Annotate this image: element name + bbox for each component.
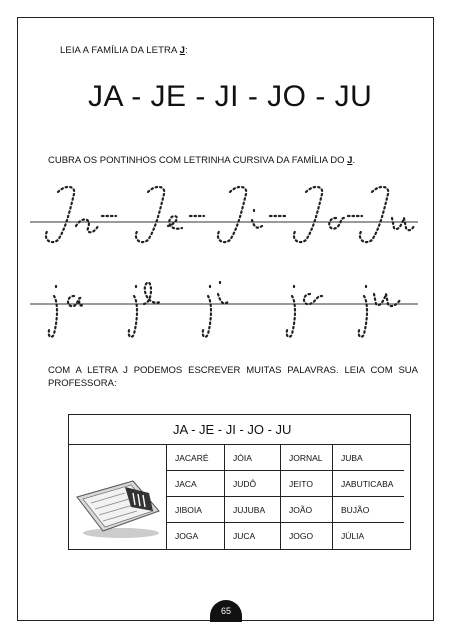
- letter-j: J: [347, 155, 353, 166]
- instruction-read-words: COM A LETRA J PODEMOS ESCREVER MUITAS PALAVRAS. LEIA COM SUA PROFESSORA:: [48, 365, 418, 389]
- newspaper-icon: [73, 459, 165, 541]
- word-cell: JUJUBA: [224, 497, 280, 522]
- word-cell: JIBOIA: [166, 497, 224, 522]
- word-table: [68, 414, 411, 550]
- syllables-title: JA - JE - JI - JO - JU: [88, 80, 373, 113]
- page-number: 65: [210, 600, 242, 622]
- word-cell: JÓIA: [224, 445, 280, 470]
- word-cell: JOÃO: [280, 497, 332, 522]
- instruction-read-family: LEIA A FAMÍLIA DA LETRA J:: [60, 45, 188, 56]
- word-cell: JÚLIA: [332, 523, 404, 549]
- word-cell: JOGO: [280, 523, 332, 549]
- word-cell: JUBA: [332, 445, 404, 470]
- table-row: [166, 523, 404, 549]
- word-table-header: JA - JE - JI - JO - JU: [69, 415, 410, 445]
- table-row: [166, 497, 404, 523]
- table-row: [166, 445, 404, 471]
- word-cell: JUDÔ: [224, 471, 280, 496]
- word-cell: JOGA: [166, 523, 224, 549]
- word-cell: BUJÃO: [332, 497, 404, 522]
- word-cell: JACA: [166, 471, 224, 496]
- instruction-trace-cursive: CUBRA OS PONTINHOS COM LETRINHA CURSIVA DA FAMÍLIA DO J.: [48, 155, 356, 166]
- cursive-tracing-row-1: [30, 180, 420, 250]
- cursive-tracing-row-2: [30, 268, 420, 348]
- word-cell: JUCA: [224, 523, 280, 549]
- letter-j: J: [179, 45, 186, 56]
- word-cell: JORNAL: [280, 445, 332, 470]
- table-row: [166, 471, 404, 497]
- word-grid: [166, 445, 404, 549]
- word-cell: JABUTICABA: [332, 471, 404, 496]
- word-cell: JACARÉ: [166, 445, 224, 470]
- word-cell: JEITO: [280, 471, 332, 496]
